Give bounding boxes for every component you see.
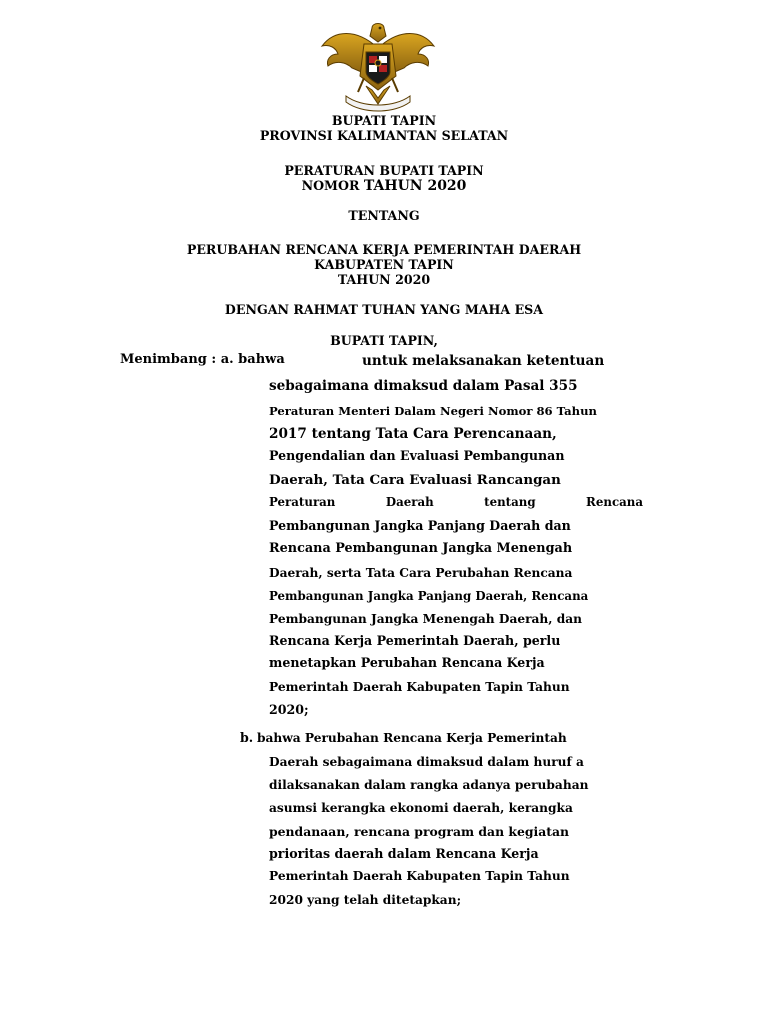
subject-line-1: PERUBAHAN RENCANA KERJA PEMERINTAH DAERAH — [186, 242, 582, 257]
regulation-number — [0, 178, 768, 194]
nomor-year: TAHUN 2020 — [363, 178, 467, 194]
blessing-line: DENGAN RAHMAT TUHAN YANG MAHA ESA — [224, 302, 544, 317]
item-a-line-2: sebagaimana dimaksud dalam Pasal 355 — [269, 378, 578, 394]
item-b-line-1: bahwa Perubahan Rencana Kerja Pemerintah — [257, 731, 567, 745]
item-a-line-11: Pembangunan Jangka Panjang Daerah, Rencana — [269, 589, 589, 603]
tentang-heading: TENTANG — [348, 208, 420, 223]
item-b-line-3: dilaksanakan dalam rangka adanya perubahan — [269, 778, 589, 792]
item-a-line-3: Peraturan Menteri Dalam Negeri Nomor 86 Tahun — [269, 404, 597, 418]
item-a-line-8: Pembangunan Jangka Panjang Daerah dan — [269, 518, 571, 533]
authority-line: BUPATI TAPIN, — [330, 333, 438, 348]
item-a-line-14: menetapkan Perubahan Rencana Kerja — [269, 655, 545, 670]
item-a-line-16: 2020; — [269, 702, 309, 717]
considering-label: Menimbang : a. bahwa — [120, 352, 285, 367]
item-a-line-13: Rencana Kerja Pemerintah Daerah, perlu — [269, 633, 561, 648]
item-b-line-4: asumsi kerangka ekonomi daerah, kerangka — [269, 801, 573, 815]
item-a-line-9: Rencana Pembangunan Jangka Menengah — [269, 541, 573, 556]
subject-line-2: KABUPATEN TAPIN — [314, 257, 454, 272]
garuda-emblem-icon — [316, 18, 440, 116]
item-a-line-4: 2017 tentang Tata Cara Perencanaan, — [269, 426, 557, 442]
regulation-title: PERATURAN BUPATI TAPIN — [284, 163, 484, 178]
subject-line-3: TAHUN 2020 — [337, 272, 431, 287]
item-a-line-12: Pembangunan Jangka Menengah Daerah, dan — [269, 612, 583, 626]
nomor-label: NOMOR — [301, 178, 360, 193]
item-a-line-1: untuk melaksanakan ketentuan — [362, 353, 605, 369]
item-b-label: b. — [240, 730, 254, 745]
province-title: PROVINSI KALIMANTAN SELATAN — [259, 128, 509, 143]
item-a-line-5: Pengendalian dan Evaluasi Pembangunan — [269, 448, 565, 463]
item-b-line-6: prioritas daerah dalam Rencana Kerja — [269, 846, 539, 861]
item-b-line-5: pendanaan, rencana program dan kegiatan — [269, 824, 570, 839]
item-a-line-6: Daerah, Tata Cara Evaluasi Rancangan — [269, 472, 561, 488]
issuer-title: BUPATI TAPIN — [331, 113, 437, 128]
item-b-line-7: Pemerintah Daerah Kabupaten Tapin Tahun — [269, 869, 570, 883]
item-a-line-10: Daerah, serta Tata Cara Perubahan Rencana — [269, 566, 573, 580]
item-b-line-8: 2020 yang telah ditetapkan; — [269, 893, 462, 907]
item-a-line-7: Peraturan Daerah tentang Rencana — [269, 495, 643, 509]
item-b-line-2: Daerah sebagaimana dimaksud dalam huruf a — [269, 755, 584, 769]
item-a-line-15: Pemerintah Daerah Kabupaten Tapin Tahun — [269, 680, 570, 694]
